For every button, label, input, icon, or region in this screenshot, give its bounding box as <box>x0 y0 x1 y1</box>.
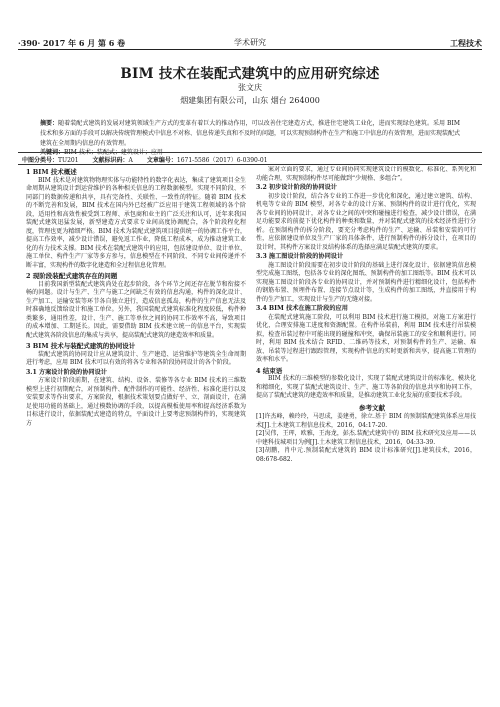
reference-item: [3]胡鹏，肖中元.预制装配式建筑的 BIM 设计标准研究[J].建筑技术，2016，08:678-682. <box>256 447 476 463</box>
body-paragraph: 案对立面的要求，通过专业间协同实现建筑设计的模数化、标准化、系列化和功能合理，实现预制构件尽可能做到“少规格、多组合”。 <box>256 166 476 182</box>
header-rule <box>18 49 482 50</box>
header-journal-section: 工程技术 <box>450 38 482 48</box>
header-section: 学术研究 <box>234 38 266 47</box>
doc-label: 文献标识码： <box>92 157 129 164</box>
body-paragraph: 在装配式建筑施工阶段，可以利用 BIM 技术进行施工模拟，对施工方案进行优化，合理安排施工进度和资源配置。在构件吊装前，利用 BIM 技术进行吊装模拟，检查吊装过程中可能出现的碰撞和冲突，确保吊装施工的安全和顺利进行。同时，利用 BIM 技术结合 RFID、二维码等技术，对预制构件的生产、运输、堆放、吊装等过程进行跟踪管理，实现构件信息的实时更新和共享，提高施工管理的效率和水平。 <box>256 313 476 363</box>
body-paragraph: 施工图设计阶段需要在初步设计阶段的基础上进行深化设计，依据建筑信息模型完成施工图纸，包括各专业的深化图纸、预制构件的加工图纸等。BIM 技术可以实现施工图设计阶段各专业的协同设计，并对预制构件进行精细化设计，包括构件的钢筋布置、预埋件布置、连接节点设计等，生成构件的加工图纸，并直接用于构件的生产加工，实现设计与生产的无缝对接。 <box>256 261 476 303</box>
subsection-heading: 3.1 方案设计阶段的协同设计 <box>26 368 107 376</box>
section-heading: 3 BIM 技术与装配式建筑的协同设计 <box>26 342 136 350</box>
clc-label: 中图分类号： <box>22 157 59 164</box>
running-header <box>18 35 482 48</box>
document-code <box>93 155 133 164</box>
abstract-label: 摘要： <box>40 120 59 127</box>
affiliation: 烟建集团有限公司，山东 烟台 264000 <box>180 96 320 105</box>
classification-row <box>22 155 478 164</box>
left-column <box>26 166 246 693</box>
right-column <box>256 166 476 693</box>
article-label: 文章编号： <box>146 157 177 164</box>
clc-value: TU201 <box>58 157 79 164</box>
body-paragraph: 方案设计阶段前期，在建筑、结构、设备、装修等各专业 BIM 技术的三维数模型上进行初期配合，对预制构件、配件制作的可能性、经济性、标准化进行以及安装要求等作出要求，方案阶段，根据技术策划要点做好平、立、剖面设计，在满足使用功能的基础上，通过模数协调的手段，以提高模板使用率和提高经济系数为目标进行设计，依据装配式建造的特点，平面设计上要考虑预制构件的，实现建筑方 <box>26 377 246 427</box>
body-paragraph: BIM 技术是对建筑物物理实体与功能特性的数字化表达，集成了建筑项目全生命周期从建筑设计到运营维护的各种相关信息的工程数据模型。实现不同阶段、不同部门的数据传递和共享，具有完备性、关联性、一致性的特征。随着 BIM 技术的不断完善和发展，BIM 技术在国内外已经被广泛应用于建筑工程领域的各个阶段，适用性和高效性被受到工程师、承包商和业主的广泛关注和认可，近年来我国装配式建筑迅猛发展，新型建造方式要求专业间高度协调配合，各个阶段程化程度，管理也更为精细严格。BIM 技术为装配式建筑项目提供统一的协调工作平台，提高工作效率，减少设计错误，避免返工作业，降低工程成本，成为推动建筑工业化的有力技术支撑。BIM 技术在装配式建筑中的应用，包括建设单位、设计单位、施工单位、构件生产厂家等多方参与，信息模型在不同阶段、不同专业间传递并不断丰富，实现构件的数字化建造和全过程信息化管理。 <box>26 176 246 269</box>
keywords-text: BIM 技术；装配式；建筑设计；应用 <box>64 149 163 157</box>
section-heading: 1 BIM 技术概述 <box>26 168 77 176</box>
doc-value: A <box>128 157 133 164</box>
subsection-heading: 3.3 施工图设计阶段的协同设计 <box>256 253 344 260</box>
section-heading: 2 现阶段装配式建筑存在的问题 <box>26 272 118 280</box>
reference-item: [2]吴伟，王珲，欧雅，王海龙，彭杰.装配式建筑中的 BIM 技术研究及应用——以中建科技城项目为例[J].土木建筑工程信息技术，2016，04:33-39. <box>256 430 476 446</box>
section-heading: 4 结束语 <box>256 366 283 375</box>
subsection-heading: 3.2 初步设计阶段的协同设计 <box>256 184 337 191</box>
meta-rule-bottom <box>18 164 482 165</box>
body-paragraph: BIM 技术的三维模型的参数化设计，实现了装配式建筑设计的标准化、模块化和精细化，实现了装配式建筑设计、生产、施工等各阶段的信息共享和协同工作，提高了装配式建筑的建造效率和质量，是推动建筑工业化发展的重要技术手段。 <box>256 375 476 399</box>
author: 张文庆 <box>238 83 262 92</box>
article-value: 1671-5586（2017）6-0390-01 <box>176 157 268 164</box>
body-paragraph: 目前我国新型装配式建筑尚处在起步阶段，各个环节之间还存在脱节和衔接不畅的问题。设计与生产、生产与施工之间缺乏有效的信息沟通，构件的深化设计、生产加工、运输安装等环节各自独立进行，造成信息孤岛，构件的生产信息无法及时准确地反馈给设计和施工单位。另外，我国装配式建筑标准化程度较低，构件种类繁多，通用性差，设计、生产、施工等单位之间的协同工作效率不高，导致项目的成本增加、工期延长。因此，需要借助 BIM 技术建立统一的信息平台，实现装配式建筑各阶段信息的集成与共享，提高装配式建筑的建造效率和质量。 <box>26 280 246 339</box>
body-paragraph: 初步设计阶段，结合各专业的工作进一步优化和深化，通过建立建筑、结构、机电等专业的 BIM 模型，对各专业的设计方案、预制构件的设计进行优化，实现各专业间的协同设计，对各专业之间的冲突和碰撞进行检查，减少设计错误，在满足功能要求的前提下优化构件的种类和数量，并对装配式建筑的技术经济性进行分析。在预制构件的拆分阶段，要充分考虑构件的生产、运输、吊装和安装的可行性，应依据建设单位及生产厂家的具体条件，进行预制构件的拆分设计，在项目的设计时，其构件方案设计及结构体系的选择应满足装配式建筑的要求。 <box>256 192 476 251</box>
header-issue: ·390· 2017 年 6 月 第 6 卷 <box>18 38 126 48</box>
paper-title: BIM 技术在装配式建筑中的应用研究综述 <box>120 66 380 82</box>
meta-rule-top <box>18 152 482 153</box>
abstract-text: 随着装配式建筑的发展对建筑领域生产方式的变革有着巨大的推动作用，可以改善住宅建造方式，推进住宅建筑工业化，进而实现绿色建筑。采用 BIM 技术和多方面的手段可以解决传统管理模式中信息不对称、信息传递失真和不及时的问题，可以实现预制构件在生产和施工中信息的有效管理，进而实现装配式建筑在全周期内信息的有效管理。 <box>40 120 461 147</box>
body-paragraph: 装配式建筑的协同设计应从建筑设计、生产建造、运营维护等建筑全生命周期进行考虑，应用 BIM 技术可以有效的将各专业和各阶段协同设计的各个阶段。 <box>26 350 246 366</box>
abstract-paragraph <box>40 119 460 148</box>
reference-item: [1]许杰峰，赖玲玲，马思成，姜建勇，徐立.基于 BIM 的预制装配建筑体系应用技术[J].土木建筑工程信息技术，2016，04:17-20. <box>256 413 476 429</box>
subsection-heading: 3.4 BIM 技术在施工阶段的应用 <box>256 305 348 312</box>
keywords-label: 关键词： <box>40 149 65 157</box>
references-heading: 参考文献 <box>359 403 385 412</box>
article-number <box>147 155 268 164</box>
clc-number <box>22 155 79 164</box>
